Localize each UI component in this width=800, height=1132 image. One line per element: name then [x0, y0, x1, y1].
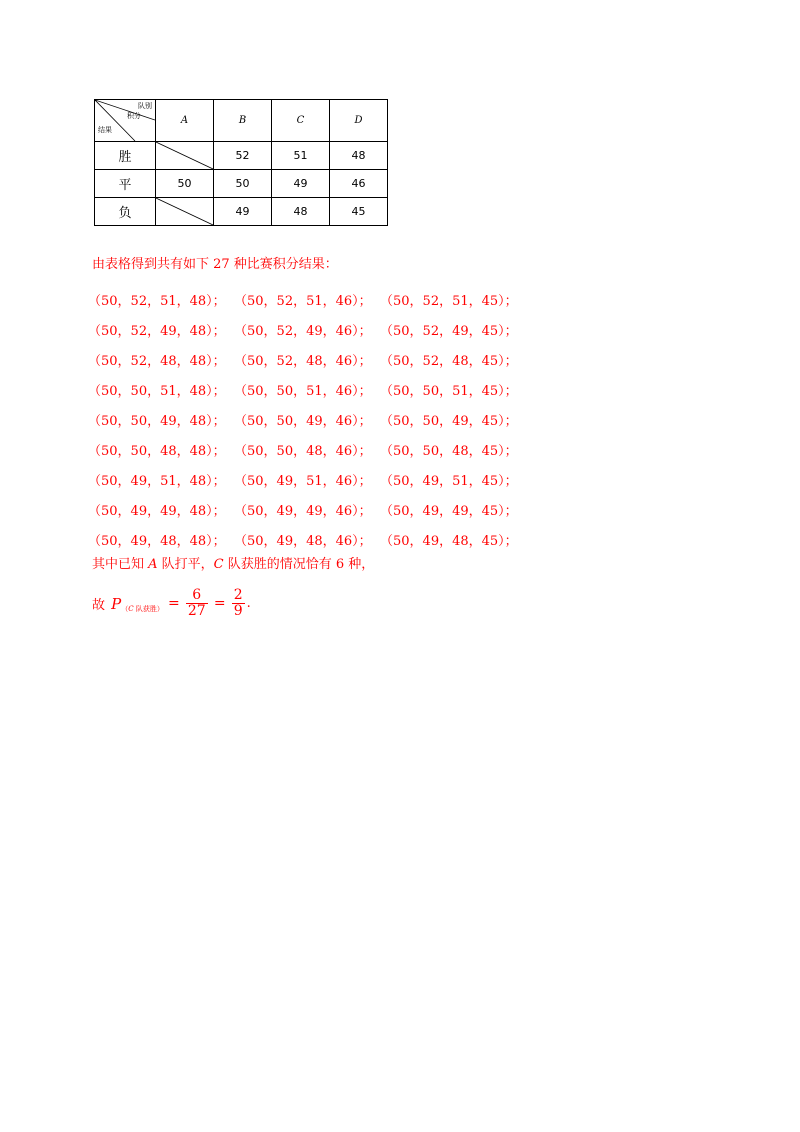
intro-text: 由表格得到共有如下 27 种比赛积分结果：: [92, 257, 338, 272]
known-condition-text: [92, 557, 374, 573]
equals-sign-2: =: [213, 595, 226, 612]
result-row: [88, 317, 526, 347]
team-header-a: A: [156, 100, 214, 142]
result-tuple: （50，49，51，45）；: [380, 474, 518, 489]
conclusion-prefix: 故: [92, 598, 110, 613]
result-tuple: （50，52，48，48）；: [88, 354, 226, 369]
result-tuple: （50，50，51，46）；: [234, 384, 372, 399]
score-table: [94, 99, 388, 226]
known-team-a: A: [148, 557, 158, 572]
cell-slash-line: [156, 142, 213, 169]
cell-loss-d: 45: [330, 198, 388, 226]
result-tuple: （50，49，49，48）；: [88, 504, 226, 519]
row-label-draw: 平: [95, 170, 156, 198]
result-tuple: （50，52，51，46）；: [234, 294, 372, 309]
cell-win-d: 48: [330, 142, 388, 170]
subscript-team: C: [128, 605, 134, 613]
result-tuple: （50，52，49，48）；: [88, 324, 226, 339]
cell-draw-c: 49: [272, 170, 330, 198]
cell-loss-a-empty: [156, 198, 214, 226]
result-tuple: （50，50，51，45）；: [380, 384, 518, 399]
result-tuple: （50，50，49，48）；: [88, 414, 226, 429]
result-row: [88, 287, 526, 317]
fraction-1-numerator: 6: [186, 588, 208, 604]
table-corner-cell: [95, 100, 156, 142]
corner-score-label: 积分: [127, 112, 141, 120]
row-label-win: 胜: [95, 142, 156, 170]
table-row-loss: [95, 198, 388, 226]
row-label-loss: 负: [95, 198, 156, 226]
team-header-d: D: [330, 100, 388, 142]
result-tuple: （50，49，48，46）；: [234, 534, 372, 549]
result-tuple: （50，52，48，46）；: [234, 354, 372, 369]
result-tuple: （50，52，49，46）；: [234, 324, 372, 339]
conclusion-period: .: [246, 596, 251, 611]
result-tuple: （50，49，48，45）；: [380, 534, 518, 549]
table-row-win: [95, 142, 388, 170]
fraction-1-denominator: 27: [187, 603, 206, 619]
table-row-draw: [95, 170, 388, 198]
probability-symbol: P: [111, 594, 122, 613]
known-prefix: 其中已知: [92, 557, 149, 572]
known-mid: 队打平，: [157, 557, 214, 572]
result-tuple: （50，50，51，48）；: [88, 384, 226, 399]
fraction-6-27: [186, 588, 208, 619]
cell-draw-a: 50: [156, 170, 214, 198]
subscript-open: （: [121, 605, 129, 613]
subscript-text: 队获胜）: [133, 605, 164, 613]
result-tuple: （50，49，49，46）；: [234, 504, 372, 519]
result-row: [88, 437, 526, 467]
cell-win-a-empty: [156, 142, 214, 170]
result-row: [88, 407, 526, 437]
cell-draw-b: 50: [214, 170, 272, 198]
result-tuple: （50，50，48，48）；: [88, 444, 226, 459]
result-tuple: （50，52，48，45）；: [380, 354, 518, 369]
result-row: [88, 377, 526, 407]
equals-sign-1: =: [167, 595, 180, 612]
result-tuple: （50，52，51，48）；: [88, 294, 226, 309]
table-header-row: [95, 100, 388, 142]
corner-team-label: 队别: [138, 102, 152, 110]
result-tuple: （50，50，49，45）；: [380, 414, 518, 429]
fraction-2-numerator: 2: [233, 587, 243, 603]
known-suffix: 队获胜的情况恰有 6 种，: [223, 557, 375, 572]
result-tuple: （50，49，51，48）；: [88, 474, 226, 489]
cell-loss-c: 48: [272, 198, 330, 226]
result-row: [88, 527, 526, 557]
cell-win-c: 51: [272, 142, 330, 170]
result-tuple: （50，50，49，46）；: [234, 414, 372, 429]
result-row: [88, 467, 526, 497]
probability-subscript: [121, 605, 164, 613]
team-header-b: B: [214, 100, 272, 142]
known-team-c: C: [213, 557, 224, 572]
result-tuple: （50，50，48，45）；: [380, 444, 518, 459]
results-list: [88, 287, 526, 557]
result-tuple: （50，49，49，45）；: [380, 504, 518, 519]
result-tuple: （50，52，49，45）；: [380, 324, 518, 339]
fraction-2-9: [232, 588, 245, 619]
cell-win-b: 52: [214, 142, 272, 170]
result-row: [88, 347, 526, 377]
cell-draw-d: 46: [330, 170, 388, 198]
result-row: [88, 497, 526, 527]
result-tuple: （50，49，51，46）；: [234, 474, 372, 489]
team-header-c: C: [272, 100, 330, 142]
cell-slash-line: [156, 198, 213, 225]
cell-loss-b: 49: [214, 198, 272, 226]
result-tuple: （50，52，51，45）；: [380, 294, 518, 309]
result-tuple: （50，50，48，46）；: [234, 444, 372, 459]
result-tuple: （50，49，48，48）；: [88, 534, 226, 549]
conclusion-formula: [92, 588, 251, 622]
fraction-2-denominator: 9: [233, 603, 243, 619]
corner-result-label: 结果: [98, 126, 112, 134]
